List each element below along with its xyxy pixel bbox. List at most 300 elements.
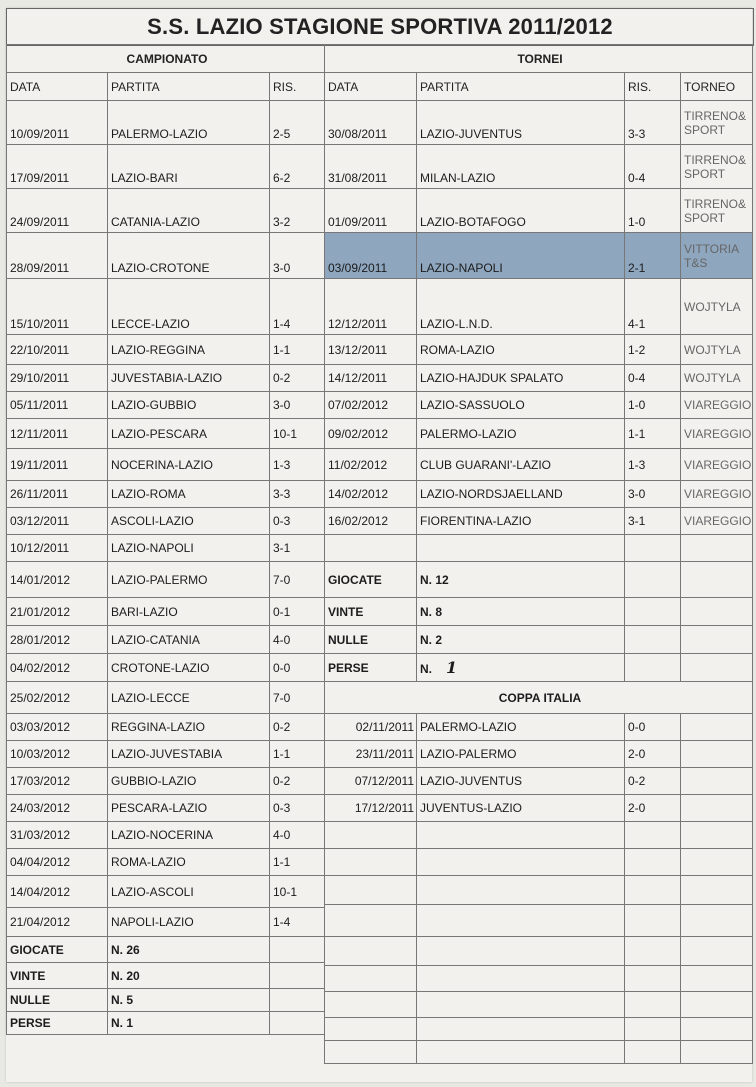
match-date: 24/09/2011 <box>7 189 108 233</box>
match-name: LAZIO-JUVENTUS <box>417 101 625 145</box>
column-header-data: DATA <box>325 73 417 101</box>
table-row <box>7 365 325 392</box>
empty-cell <box>681 535 753 562</box>
empty-cell <box>417 876 625 905</box>
match-result: 1-1 <box>625 419 681 449</box>
summary-label: PERSE <box>325 654 417 682</box>
empty-cell <box>625 876 681 905</box>
table-row <box>7 189 325 233</box>
match-name: NOCERINA-LAZIO <box>108 449 270 481</box>
handwritten-note: 1 <box>446 658 458 677</box>
match-name: MILAN-LAZIO <box>417 145 625 189</box>
summary-row <box>7 963 325 989</box>
blank-row <box>325 905 753 937</box>
match-result: 0-3 <box>270 795 325 822</box>
match-name: LAZIO-JUVENTUS <box>417 768 625 795</box>
table-row <box>325 449 753 481</box>
match-name: JUVESTABIA-LAZIO <box>108 365 270 392</box>
match-date: 11/02/2012 <box>325 449 417 481</box>
match-date: 03/09/2011 <box>325 233 417 279</box>
match-name: LAZIO-ASCOLI <box>108 876 270 908</box>
coppa-heading-row <box>325 682 753 714</box>
match-date: 05/11/2011 <box>7 392 108 419</box>
match-result: 1-2 <box>625 335 681 365</box>
tournament-name-line: WOJTYLA <box>684 299 741 314</box>
match-result: 0-2 <box>625 768 681 795</box>
summary-row <box>325 562 753 598</box>
match-name: LAZIO-NORDSJAELLAND <box>417 481 625 508</box>
table-row <box>325 145 753 189</box>
match-name: LAZIO-CROTONE <box>108 233 270 279</box>
match-date: 12/11/2011 <box>7 419 108 449</box>
blank-row <box>325 1041 753 1064</box>
match-result: 0-0 <box>270 654 325 682</box>
empty-cell <box>325 905 417 937</box>
empty-cell <box>417 966 625 992</box>
tournament-name-line: VIAREGGIO <box>684 457 752 472</box>
summary-value <box>417 562 625 598</box>
table-row <box>7 535 325 562</box>
empty-cell <box>681 905 753 937</box>
match-result: 7-0 <box>270 562 325 598</box>
tournament-name-line: VIAREGGIO <box>684 514 752 528</box>
table-row <box>325 419 753 449</box>
tournament-name-line: VIAREGGIO <box>684 487 752 501</box>
match-result: 1-1 <box>270 741 325 768</box>
match-date: 12/12/2011 <box>325 279 417 335</box>
table-row <box>7 279 325 335</box>
summary-value: N. 26 <box>108 937 270 963</box>
match-date: 01/09/2011 <box>325 189 417 233</box>
tournament-name <box>681 189 753 233</box>
tournament-name <box>681 279 753 335</box>
empty-cell <box>325 992 417 1018</box>
scoresheet <box>6 8 752 1082</box>
match-name: LAZIO-PALERMO <box>108 562 270 598</box>
column-header-ris: RIS. <box>625 73 681 101</box>
table-row <box>7 335 325 365</box>
match-name: FIORENTINA-LAZIO <box>417 508 625 535</box>
match-result: 1-3 <box>625 449 681 481</box>
empty-cell <box>417 905 625 937</box>
match-name: JUVENTUS-LAZIO <box>417 795 625 822</box>
table-row <box>325 741 753 768</box>
tournament-name-line: WOJTYLA <box>684 371 741 385</box>
table-row <box>325 392 753 419</box>
tournament-name-line: VITTORIA <box>684 241 740 256</box>
match-date: 13/12/2011 <box>325 335 417 365</box>
empty-cell <box>681 822 753 849</box>
match-result: 1-1 <box>270 335 325 365</box>
empty-cell <box>417 937 625 966</box>
summary-value: N. 20 <box>108 963 270 989</box>
table-row <box>7 714 325 741</box>
empty-cell <box>417 822 625 849</box>
summary-value-text: N. <box>420 662 432 676</box>
empty-cell <box>625 822 681 849</box>
summary-label: NULLE <box>325 626 417 654</box>
table-row <box>325 795 753 822</box>
match-date: 04/02/2012 <box>7 654 108 682</box>
match-date: 03/03/2012 <box>7 714 108 741</box>
tournament-name-line: WOJTYLA <box>684 342 741 357</box>
match-name: CROTONE-LAZIO <box>108 654 270 682</box>
empty-cell <box>625 535 681 562</box>
match-name: PALERMO-LAZIO <box>108 101 270 145</box>
tournament-name-line: TIRRENO& <box>684 108 747 123</box>
match-date: 10/12/2011 <box>7 535 108 562</box>
table-row <box>325 365 753 392</box>
match-date: 14/12/2011 <box>325 365 417 392</box>
match-result: 3-0 <box>270 233 325 279</box>
match-date: 31/08/2011 <box>325 145 417 189</box>
tournament-name-line: SPORT <box>684 122 726 137</box>
empty-cell <box>681 876 753 905</box>
empty-cell <box>325 1041 417 1064</box>
empty-cell <box>681 1041 753 1064</box>
blank-row <box>325 876 753 905</box>
empty-cell <box>681 795 753 822</box>
match-result: 4-0 <box>270 822 325 849</box>
blank-row <box>325 966 753 992</box>
match-name: CATANIA-LAZIO <box>108 189 270 233</box>
match-name: LECCE-LAZIO <box>108 279 270 335</box>
empty-cell <box>681 992 753 1018</box>
match-date: 17/03/2012 <box>7 768 108 795</box>
summary-row <box>7 1012 325 1035</box>
match-result: 3-0 <box>270 392 325 419</box>
match-result: 3-2 <box>270 189 325 233</box>
match-date: 15/10/2011 <box>7 279 108 335</box>
blank-row <box>325 822 753 849</box>
table-row <box>325 233 753 279</box>
empty-cell <box>625 598 681 626</box>
table-row <box>7 768 325 795</box>
match-name: LAZIO-PESCARA <box>108 419 270 449</box>
empty-cell <box>325 937 417 966</box>
table-row <box>325 508 753 535</box>
column-header-partita: PARTITA <box>108 73 270 101</box>
table-row <box>325 714 753 741</box>
summary-label: GIOCATE <box>7 937 108 963</box>
empty-cell <box>625 905 681 937</box>
match-result: 3-3 <box>270 481 325 508</box>
table-row <box>7 562 325 598</box>
match-date: 25/02/2012 <box>7 682 108 714</box>
tournament-name <box>681 481 753 508</box>
table-row <box>7 654 325 682</box>
match-name: LAZIO-ROMA <box>108 481 270 508</box>
match-result: 0-4 <box>625 365 681 392</box>
summary-label: PERSE <box>7 1012 108 1035</box>
match-date: 10/03/2012 <box>7 741 108 768</box>
tournament-name <box>681 335 753 365</box>
table-row <box>7 741 325 768</box>
table-row <box>7 822 325 849</box>
match-name: ROMA-LAZIO <box>417 335 625 365</box>
tournament-name-line: TIRRENO& <box>684 196 747 211</box>
empty-cell <box>625 654 681 682</box>
blank-row <box>325 1018 753 1041</box>
match-result: 2-0 <box>625 795 681 822</box>
table-row <box>7 795 325 822</box>
table-row <box>7 626 325 654</box>
tournament-name-line: TIRRENO& <box>684 152 747 167</box>
match-name: LAZIO-CATANIA <box>108 626 270 654</box>
match-name: LAZIO-NAPOLI <box>108 535 270 562</box>
match-date: 21/04/2012 <box>7 908 108 937</box>
summary-label: GIOCATE <box>325 562 417 598</box>
match-name: LAZIO-HAJDUK SPALATO <box>417 365 625 392</box>
match-result: 2-0 <box>625 741 681 768</box>
match-result: 2-1 <box>625 233 681 279</box>
empty-cell <box>417 849 625 876</box>
match-name: LAZIO-PALERMO <box>417 741 625 768</box>
summary-empty <box>270 963 325 989</box>
empty-cell <box>417 1018 625 1041</box>
tournament-name <box>681 101 753 145</box>
match-date: 22/10/2011 <box>7 335 108 365</box>
match-date: 02/11/2011 <box>325 714 417 741</box>
table-row <box>7 481 325 508</box>
tournament-name <box>681 365 753 392</box>
match-result: 3-0 <box>625 481 681 508</box>
blank-row <box>325 849 753 876</box>
table-row <box>7 233 325 279</box>
match-date: 04/04/2012 <box>7 849 108 876</box>
match-date: 30/08/2011 <box>325 101 417 145</box>
table-row <box>7 449 325 481</box>
empty-cell <box>625 966 681 992</box>
empty-cell <box>417 992 625 1018</box>
match-date: 14/04/2012 <box>7 876 108 908</box>
match-name: LAZIO-BARI <box>108 145 270 189</box>
empty-cell <box>681 654 753 682</box>
tournament-name-line: VIAREGGIO <box>684 426 752 441</box>
empty-cell <box>417 535 625 562</box>
empty-cell <box>625 562 681 598</box>
match-date: 28/09/2011 <box>7 233 108 279</box>
match-result: 6-2 <box>270 145 325 189</box>
match-date: 26/11/2011 <box>7 481 108 508</box>
empty-cell <box>625 849 681 876</box>
campionato-heading: CAMPIONATO <box>7 45 325 73</box>
match-name: ROMA-LAZIO <box>108 849 270 876</box>
match-name: REGGINA-LAZIO <box>108 714 270 741</box>
match-result: 0-1 <box>270 598 325 626</box>
match-name: LAZIO-JUVESTABIA <box>108 741 270 768</box>
match-result: 0-2 <box>270 365 325 392</box>
match-result: 3-1 <box>270 535 325 562</box>
column-header-data: DATA <box>7 73 108 101</box>
match-result: 0-2 <box>270 768 325 795</box>
match-name: LAZIO-GUBBIO <box>108 392 270 419</box>
match-result: 1-4 <box>270 279 325 335</box>
empty-cell <box>625 626 681 654</box>
match-result: 4-1 <box>625 279 681 335</box>
empty-cell <box>681 741 753 768</box>
table-row <box>7 876 325 908</box>
empty-cell <box>681 768 753 795</box>
empty-cell <box>681 598 753 626</box>
table-row <box>7 908 325 937</box>
tournament-name-line: VIAREGGIO <box>684 398 752 412</box>
summary-value-text: N. 12 <box>420 572 449 587</box>
match-name: ASCOLI-LAZIO <box>108 508 270 535</box>
summary-empty <box>270 937 325 963</box>
empty-cell <box>681 966 753 992</box>
match-date: 03/12/2011 <box>7 508 108 535</box>
match-date: 10/09/2011 <box>7 101 108 145</box>
summary-value <box>417 598 625 626</box>
tournament-name <box>681 233 753 279</box>
match-date: 31/03/2012 <box>7 822 108 849</box>
match-date: 28/01/2012 <box>7 626 108 654</box>
match-date: 14/01/2012 <box>7 562 108 598</box>
match-name: LAZIO-NOCERINA <box>108 822 270 849</box>
empty-cell <box>625 1018 681 1041</box>
campionato-table <box>6 44 325 1035</box>
empty-cell <box>681 562 753 598</box>
match-name: LAZIO-BOTAFOGO <box>417 189 625 233</box>
match-result: 1-0 <box>625 189 681 233</box>
match-result: 0-0 <box>625 714 681 741</box>
match-result: 1-0 <box>625 392 681 419</box>
summary-value: N. 1 <box>108 1012 270 1035</box>
empty-cell <box>325 966 417 992</box>
match-name: GUBBIO-LAZIO <box>108 768 270 795</box>
summary-empty <box>270 1012 325 1035</box>
match-name: LAZIO-SASSUOLO <box>417 392 625 419</box>
tornei-table <box>324 44 753 1064</box>
empty-cell <box>625 1041 681 1064</box>
empty-cell <box>681 1018 753 1041</box>
match-result: 7-0 <box>270 682 325 714</box>
table-row <box>7 145 325 189</box>
match-result: 1-3 <box>270 449 325 481</box>
table-row <box>7 598 325 626</box>
tornei-heading: TORNEI <box>325 45 753 73</box>
table-row <box>7 682 325 714</box>
match-result: 0-2 <box>270 714 325 741</box>
match-date: 29/10/2011 <box>7 365 108 392</box>
match-name: LAZIO-NAPOLI <box>417 233 625 279</box>
summary-row <box>7 937 325 963</box>
table-row <box>7 419 325 449</box>
match-date: 17/09/2011 <box>7 145 108 189</box>
empty-cell <box>681 626 753 654</box>
match-result: 3-3 <box>625 101 681 145</box>
tournament-name-line: SPORT <box>684 166 726 181</box>
empty-cell <box>325 876 417 905</box>
empty-cell <box>325 849 417 876</box>
table-row <box>325 768 753 795</box>
page-title: S.S. LAZIO STAGIONE SPORTIVA 2011/2012 <box>6 8 754 46</box>
match-result: 0-4 <box>625 145 681 189</box>
table-row <box>7 392 325 419</box>
tournament-name <box>681 449 753 481</box>
tournament-name-line: T&S <box>684 255 708 270</box>
tournament-name <box>681 508 753 535</box>
summary-label: NULLE <box>7 989 108 1012</box>
empty-cell <box>625 937 681 966</box>
match-result: 4-0 <box>270 626 325 654</box>
blank-row <box>325 992 753 1018</box>
match-result: 0-3 <box>270 508 325 535</box>
summary-value <box>417 626 625 654</box>
coppa-italia-heading: COPPA ITALIA <box>325 682 753 714</box>
match-date: 16/02/2012 <box>325 508 417 535</box>
tournament-name <box>681 419 753 449</box>
table-row <box>325 279 753 335</box>
tournament-name <box>681 145 753 189</box>
match-name: PESCARA-LAZIO <box>108 795 270 822</box>
summary-empty <box>270 989 325 1012</box>
empty-cell <box>681 849 753 876</box>
column-header-partita: PARTITA <box>417 73 625 101</box>
empty-cell <box>681 714 753 741</box>
match-name: LAZIO-LECCE <box>108 682 270 714</box>
tournament-name-line: SPORT <box>684 210 726 225</box>
match-result: 10-1 <box>270 876 325 908</box>
summary-value-text: N. 2 <box>420 632 443 647</box>
match-date: 21/01/2012 <box>7 598 108 626</box>
tournament-name <box>681 392 753 419</box>
match-date: 07/12/2011 <box>325 768 417 795</box>
match-date: 23/11/2011 <box>325 741 417 768</box>
match-date: 19/11/2011 <box>7 449 108 481</box>
empty-cell <box>625 992 681 1018</box>
table-row <box>325 189 753 233</box>
match-name: CLUB GUARANI'-LAZIO <box>417 449 625 481</box>
match-result: 1-4 <box>270 908 325 937</box>
empty-cell <box>681 937 753 966</box>
summary-row <box>325 598 753 626</box>
table-row <box>7 508 325 535</box>
table-row <box>7 849 325 876</box>
match-date: 17/12/2011 <box>325 795 417 822</box>
match-result: 3-1 <box>625 508 681 535</box>
empty-cell <box>325 822 417 849</box>
match-name: LAZIO-L.N.D. <box>417 279 625 335</box>
empty-cell <box>325 535 417 562</box>
match-name: PALERMO-LAZIO <box>417 714 625 741</box>
table-row <box>325 101 753 145</box>
table-row <box>7 101 325 145</box>
blank-row <box>325 937 753 966</box>
empty-cell <box>417 1041 625 1064</box>
summary-value <box>417 654 625 682</box>
summary-value-text: N. 8 <box>420 604 443 619</box>
match-name: BARI-LAZIO <box>108 598 270 626</box>
table-row <box>325 335 753 365</box>
match-name: LAZIO-REGGINA <box>108 335 270 365</box>
empty-cell <box>325 1018 417 1041</box>
blank-row <box>325 535 753 562</box>
match-result: 10-1 <box>270 419 325 449</box>
match-date: 14/02/2012 <box>325 481 417 508</box>
match-date: 07/02/2012 <box>325 392 417 419</box>
match-name: PALERMO-LAZIO <box>417 419 625 449</box>
summary-row <box>325 626 753 654</box>
column-header-ris: RIS. <box>270 73 325 101</box>
match-result: 2-5 <box>270 101 325 145</box>
column-header-torneo: TORNEO <box>681 73 753 101</box>
summary-label: VINTE <box>325 598 417 626</box>
summary-row <box>7 989 325 1012</box>
match-date: 09/02/2012 <box>325 419 417 449</box>
match-result: 1-1 <box>270 849 325 876</box>
